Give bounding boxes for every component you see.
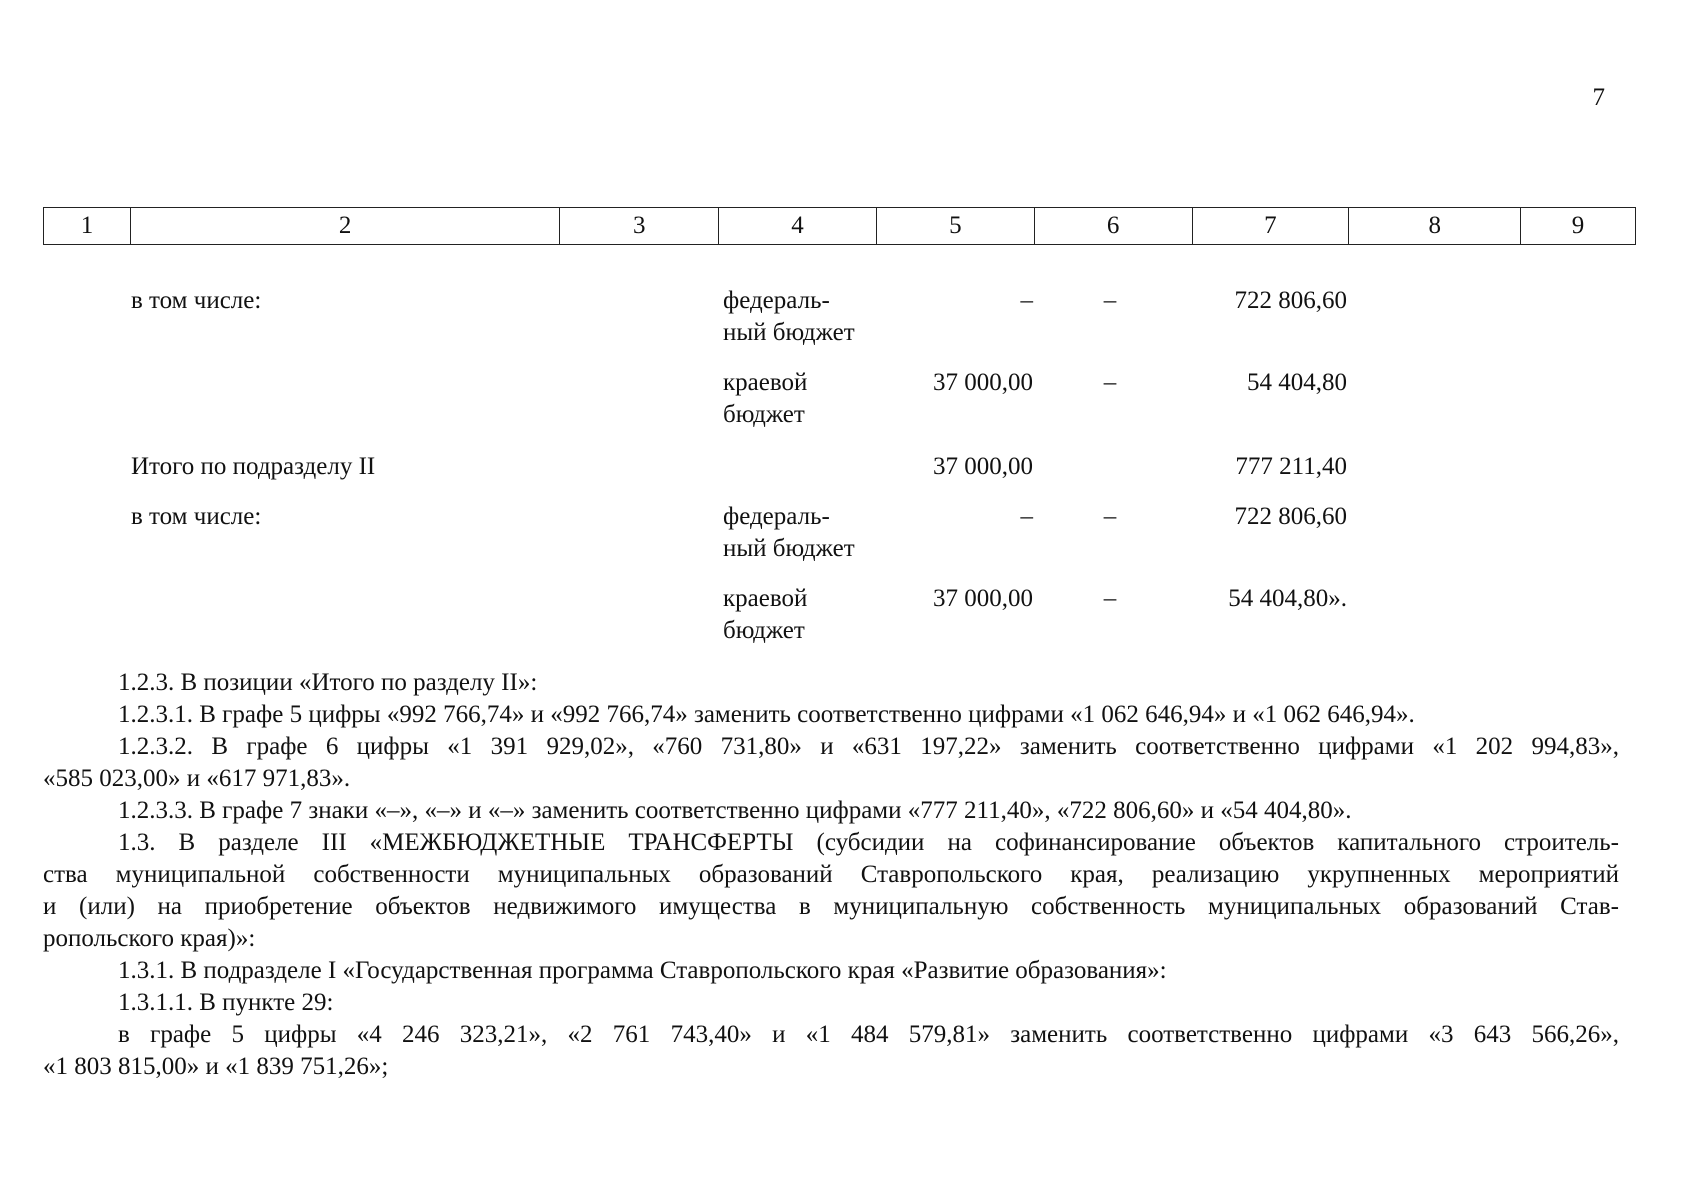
row-label: Итого по подразделу II (131, 453, 376, 480)
column-header-3: 3 (560, 208, 719, 244)
row-value-col6: – (1103, 369, 1117, 396)
paragraph-line: и (или) на приобретение объектов недвижимого имущества в муниципальную собственность муниципальных образований Став- (43, 893, 1619, 920)
column-header-2: 2 (131, 208, 560, 244)
page-number: 7 (1592, 84, 1605, 111)
paragraph: 1.2.3.1. В графе 5 цифры «992 766,74» и «992 766,74» заменить соответственно цифрами «1 062 646,94» и «1 062 646,94». (118, 701, 1415, 728)
row-budget-type (723, 285, 883, 349)
paragraph-line: ропольского края)»: (43, 925, 256, 952)
column-header-7: 7 (1193, 208, 1350, 244)
row-value-col7: 722 806,60 (1234, 503, 1347, 530)
row-value-col7: 54 404,80». (1228, 585, 1347, 612)
paragraph: 1.3.1. В подразделе I «Государственная программа Ставропольского края «Развитие образования»: (118, 957, 1167, 984)
paragraph-line: 1.2.3.2. В графе 6 цифры «1 391 929,02», «760 731,80» и «631 197,22» заменить соответственно цифрами «1 202 994,83», (118, 733, 1619, 760)
row-value-col5: 37 000,00 (933, 369, 1033, 396)
paragraph: 1.2.3. В позиции «Итого по разделу II»: (118, 669, 538, 696)
row-label: в том числе: (131, 287, 262, 314)
row-value-col5: 37 000,00 (933, 585, 1033, 612)
paragraph-line: «1 803 815,00» и «1 839 751,26»; (43, 1053, 389, 1080)
row-budget-type (723, 583, 883, 647)
column-header-4: 4 (719, 208, 877, 244)
row-value-col7: 54 404,80 (1247, 369, 1347, 396)
row-value-col7: 722 806,60 (1234, 287, 1347, 314)
budget-line: краевой (723, 369, 808, 396)
row-label: в том числе: (131, 503, 262, 530)
column-header-9: 9 (1571, 212, 1585, 239)
paragraph: 1.2.3.3. В графе 7 знаки «–», «–» и «–» заменить соответственно цифрами «777 211,40», «722 806,60» и «54 404,80». (118, 797, 1352, 824)
column-header-8: 8 (1349, 208, 1521, 244)
row-value-col6: – (1103, 287, 1117, 314)
row-value-col6: – (1103, 503, 1117, 530)
row-value-col5: 37 000,00 (933, 453, 1033, 480)
row-budget-type (723, 501, 883, 565)
table-column-header (43, 207, 1636, 245)
column-header-1: 1 (44, 208, 131, 244)
paragraph-line: «585 023,00» и «617 971,83». (43, 765, 351, 792)
budget-line: бюджет (723, 617, 805, 644)
column-header-5: 5 (877, 208, 1035, 244)
budget-line: ный бюджет (723, 535, 855, 562)
row-value-col6: – (1103, 585, 1117, 612)
body-text (43, 667, 1619, 1083)
row-value-col7: 777 211,40 (1235, 453, 1347, 480)
column-header-6: 6 (1035, 208, 1193, 244)
budget-line: краевой (723, 585, 808, 612)
paragraph-line: 1.3. В разделе III «МЕЖБЮДЖЕТНЫЕ ТРАНСФЕРТЫ (субсидии на софинансирование объектов капитального строитель- (118, 829, 1619, 856)
row-budget-type (723, 367, 883, 431)
budget-line: федераль- (723, 503, 830, 530)
paragraph: 1.3.1.1. В пункте 29: (118, 989, 334, 1016)
row-value-col5: – (1020, 287, 1033, 314)
row-value-col5: – (1020, 503, 1033, 530)
budget-line: ный бюджет (723, 319, 855, 346)
budget-line: бюджет (723, 401, 805, 428)
paragraph-line: ства муниципальной собственности муниципальных образований Ставропольского края, реализацию укрупненных мероприятий (43, 861, 1619, 888)
budget-line: федераль- (723, 287, 830, 314)
paragraph-line: в графе 5 цифры «4 246 323,21», «2 761 743,40» и «1 484 579,81» заменить соответственно цифрами «3 643 566,26», (118, 1021, 1619, 1048)
